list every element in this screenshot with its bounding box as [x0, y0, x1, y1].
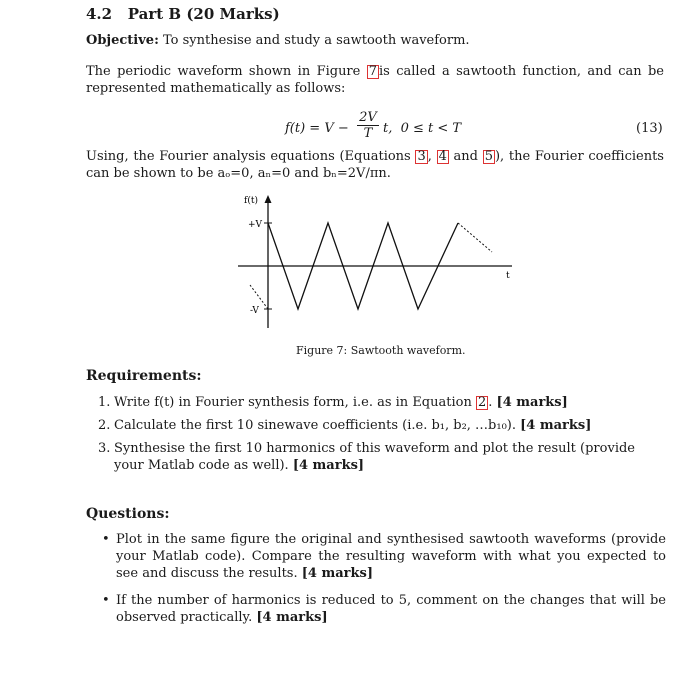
objective-text: To synthesise and study a sawtooth waveform. [163, 33, 470, 48]
item-number: 3. [98, 441, 111, 456]
item-text: Calculate the first 10 sinewave coefficients (i.e. b₁, b₂, …b₁₀). [114, 418, 517, 433]
intro-text-2: is called a sawtooth function, and can be represented mathematically as follows: [86, 64, 664, 96]
intro-text-1: The periodic waveform shown in Figure [86, 64, 361, 79]
item-text: Write f(t) in Fourier synthesis form, i.e. as in Equation [114, 395, 472, 410]
item-text: Synthesise the first 10 harmonics of this waveform and plot the result (provide your Matlab code as well). [114, 441, 635, 473]
question-item-1 [102, 531, 666, 582]
section-title: Part B (20 Marks) [127, 5, 280, 23]
x-axis-label: t [506, 271, 510, 281]
intro-paragraph [86, 63, 664, 97]
fraction-denominator: T [363, 126, 373, 141]
item-marks: [4 marks] [496, 395, 568, 410]
pos-v-label: +V [248, 220, 263, 230]
requirement-item-1: 1. Write f(t) in Fourier synthesis form, i.e. as in Equation 2 . [4 marks] [98, 395, 568, 410]
requirement-item-3 [98, 440, 668, 474]
equation-ref-3[interactable]: 3 [417, 149, 426, 164]
section-number: 4.2 [86, 5, 113, 23]
item-number: 2. [98, 418, 111, 433]
y-axis-label: f(t) [244, 196, 258, 206]
item-text: If the number of harmonics is reduced to 5, comment on the changes that will be observed practically. [116, 593, 666, 625]
sawtooth-figure [230, 190, 530, 335]
equation-rhs: t, 0 ≤ t < T [383, 121, 462, 136]
equation-ref-2[interactable]: 2 [477, 395, 487, 410]
item-marks: [4 marks] [256, 610, 328, 625]
fourier-sep-2: and [453, 149, 478, 164]
question-item-2 [102, 592, 666, 626]
item-marks: [4 marks] [292, 458, 365, 473]
item-number: 1. [98, 395, 111, 410]
section-heading [86, 6, 280, 23]
questions-list [102, 531, 666, 636]
requirement-item-2 [98, 417, 668, 434]
bullet-icon: • [102, 532, 110, 547]
figure-ref-link[interactable]: 7 [368, 64, 378, 79]
item-marks: [4 marks] [520, 418, 592, 433]
requirements-title: Requirements: [86, 368, 202, 384]
objective-label: Objective: [86, 33, 159, 48]
bullet-icon: • [102, 593, 110, 608]
waveform-dashed-right [458, 223, 492, 252]
objective [86, 32, 470, 49]
fourier-text-2: ), the Fourier coefficients can be shown to be aₒ=0, aₙ=0 and bₙ=2V/πn. [86, 149, 664, 181]
equation-lhs: f(t) = V − [285, 121, 349, 136]
equation-fraction [357, 110, 379, 141]
equation-ref-4[interactable]: 4 [438, 149, 447, 164]
item-text: Plot in the same figure the original and synthesised sawtooth waveforms (provide your Matlab code). Compare the resulting waveform with what you expected to see and discuss the results. [116, 532, 666, 581]
requirements-list [98, 394, 668, 480]
figure-caption: Figure 7: Sawtooth waveform. [296, 344, 466, 357]
fourier-paragraph [86, 148, 664, 182]
equation-number: (13) [636, 121, 663, 136]
equation-ref-5[interactable]: 5 [484, 149, 493, 164]
questions-title: Questions: [86, 506, 170, 522]
neg-v-label: -V [250, 306, 259, 316]
fourier-text-1: Using, the Fourier analysis equations (Equations [86, 149, 411, 164]
y-axis-arrow-icon [265, 195, 272, 203]
fraction-numerator: 2V [357, 110, 379, 126]
item-marks: [4 marks] [301, 566, 373, 581]
fourier-sep-1: , [427, 149, 432, 164]
